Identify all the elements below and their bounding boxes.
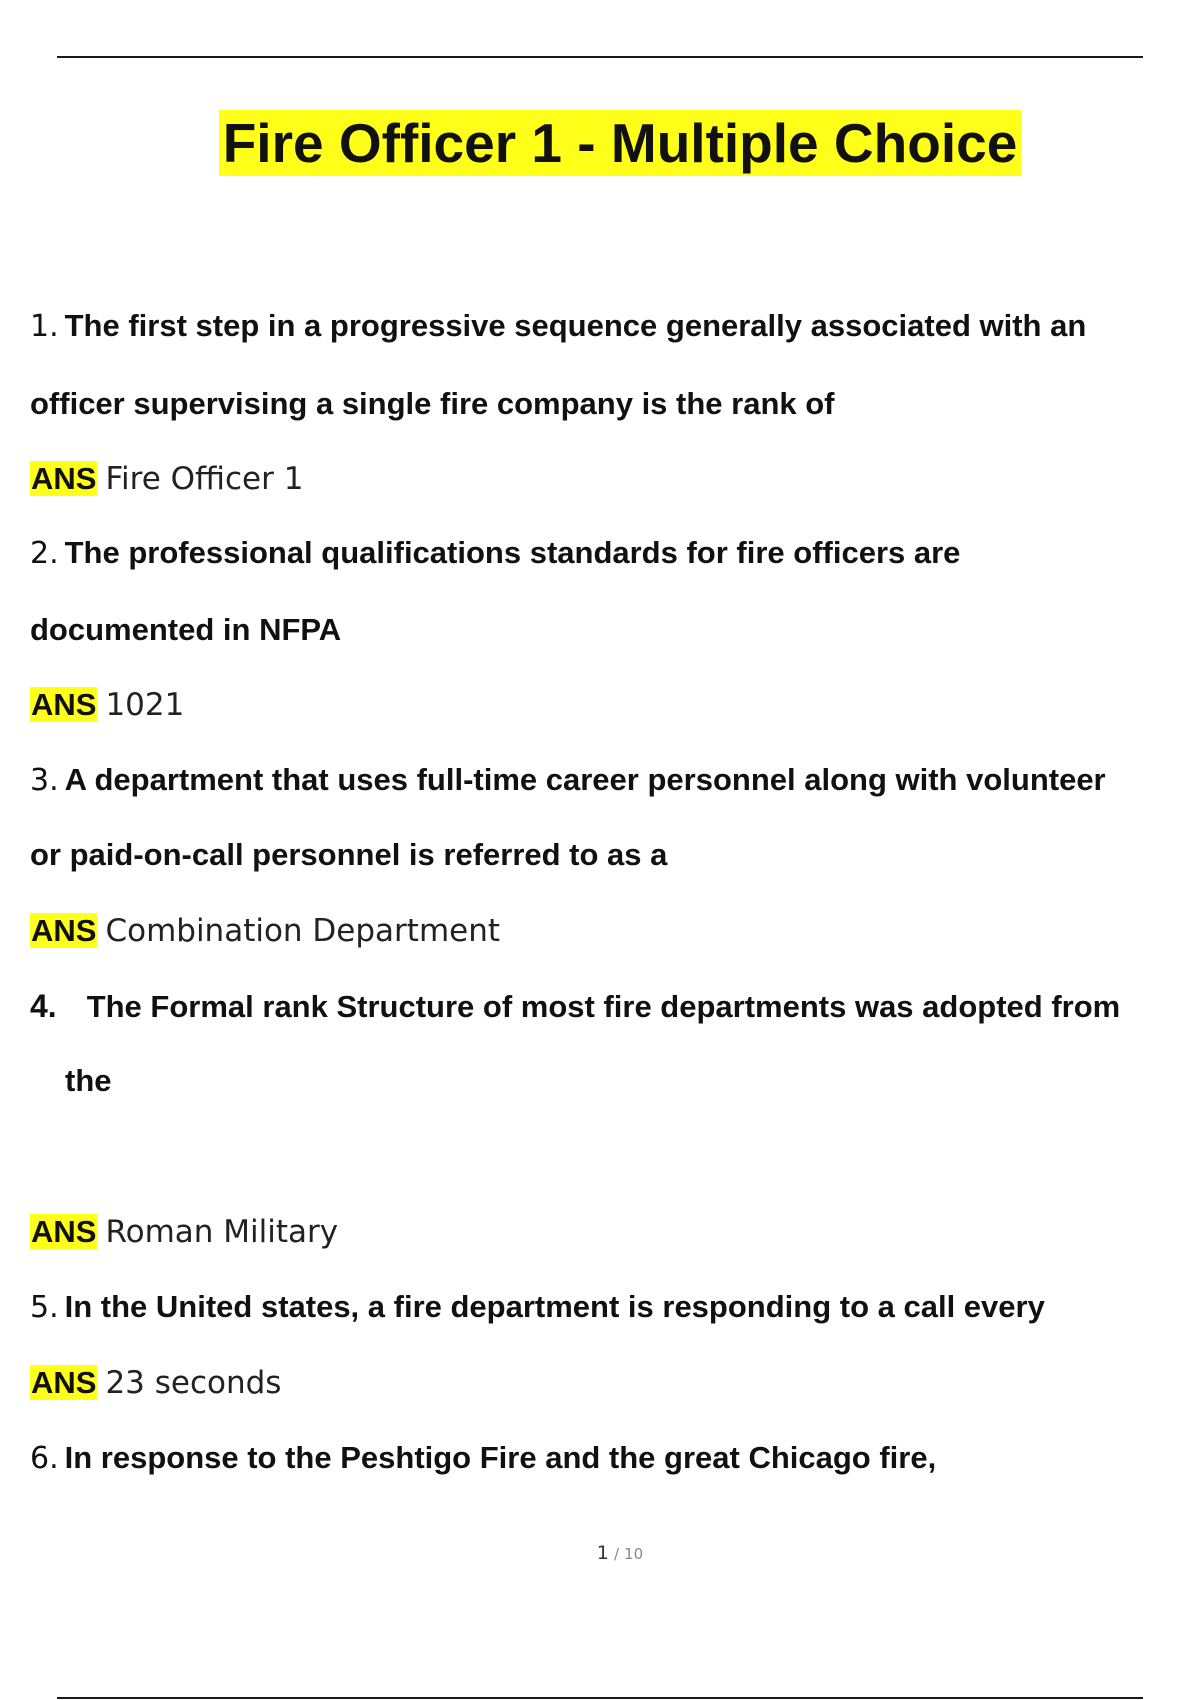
question-text: The first step in a progressive sequence generally associated with an bbox=[64, 308, 1087, 343]
answer-2 bbox=[30, 684, 184, 725]
question-text-continued: documented in NFPA bbox=[30, 612, 342, 647]
question-text-continued: or paid-on-call personnel is referred to as a bbox=[30, 837, 668, 872]
question-6 bbox=[30, 1438, 1180, 1479]
answer-label: ANS bbox=[31, 687, 97, 722]
question-text: The professional qualifications standards for fire officers are bbox=[64, 535, 961, 570]
question-3 bbox=[30, 760, 1180, 801]
question-text: A department that uses full-time career personnel along with volunteer bbox=[64, 762, 1106, 797]
answer-text: 1021 bbox=[105, 687, 185, 723]
answer-3 bbox=[30, 910, 500, 951]
question-text: In the United states, a fire department is responding to a call every bbox=[64, 1289, 1045, 1324]
question-number: 4. bbox=[30, 988, 57, 1024]
question-4 bbox=[30, 986, 1180, 1027]
question-number: 3. bbox=[30, 763, 59, 798]
answer-label: ANS bbox=[31, 913, 97, 948]
page-separator: / bbox=[613, 1545, 620, 1563]
question-number: 6. bbox=[30, 1441, 59, 1476]
question-2 bbox=[30, 533, 1180, 574]
page-current: 1 bbox=[596, 1542, 609, 1564]
answer-label: ANS bbox=[31, 461, 97, 496]
answer-text: Roman Military bbox=[105, 1214, 339, 1250]
question-text: In response to the Peshtigo Fire and the great Chicago fire, bbox=[64, 1440, 937, 1475]
page-indicator bbox=[0, 1542, 1200, 1564]
answer-5 bbox=[30, 1362, 281, 1403]
title-container bbox=[0, 110, 1200, 176]
answer-4 bbox=[30, 1211, 338, 1252]
question-1 bbox=[30, 306, 1180, 347]
question-text-continued: officer supervising a single fire company is the rank of bbox=[30, 386, 835, 421]
question-5 bbox=[30, 1287, 1180, 1328]
question-number: 5. bbox=[30, 1290, 59, 1325]
answer-text: 23 seconds bbox=[105, 1365, 282, 1401]
header-rule bbox=[57, 56, 1143, 58]
answer-label: ANS bbox=[31, 1214, 97, 1249]
question-number: 2. bbox=[30, 536, 59, 571]
page-total: 10 bbox=[624, 1545, 644, 1563]
answer-text: Fire Officer 1 bbox=[105, 461, 304, 497]
answer-label: ANS bbox=[31, 1365, 97, 1400]
question-text: The Formal rank Structure of most fire departments was adopted from bbox=[86, 989, 1121, 1024]
footer-rule bbox=[57, 1697, 1143, 1699]
question-number: 1. bbox=[30, 309, 59, 344]
page-title: Fire Officer 1 - Multiple Choice bbox=[219, 110, 1022, 176]
answer-text: Combination Department bbox=[105, 913, 501, 949]
answer-1 bbox=[30, 458, 303, 499]
question-text-continued: the bbox=[65, 1063, 112, 1098]
